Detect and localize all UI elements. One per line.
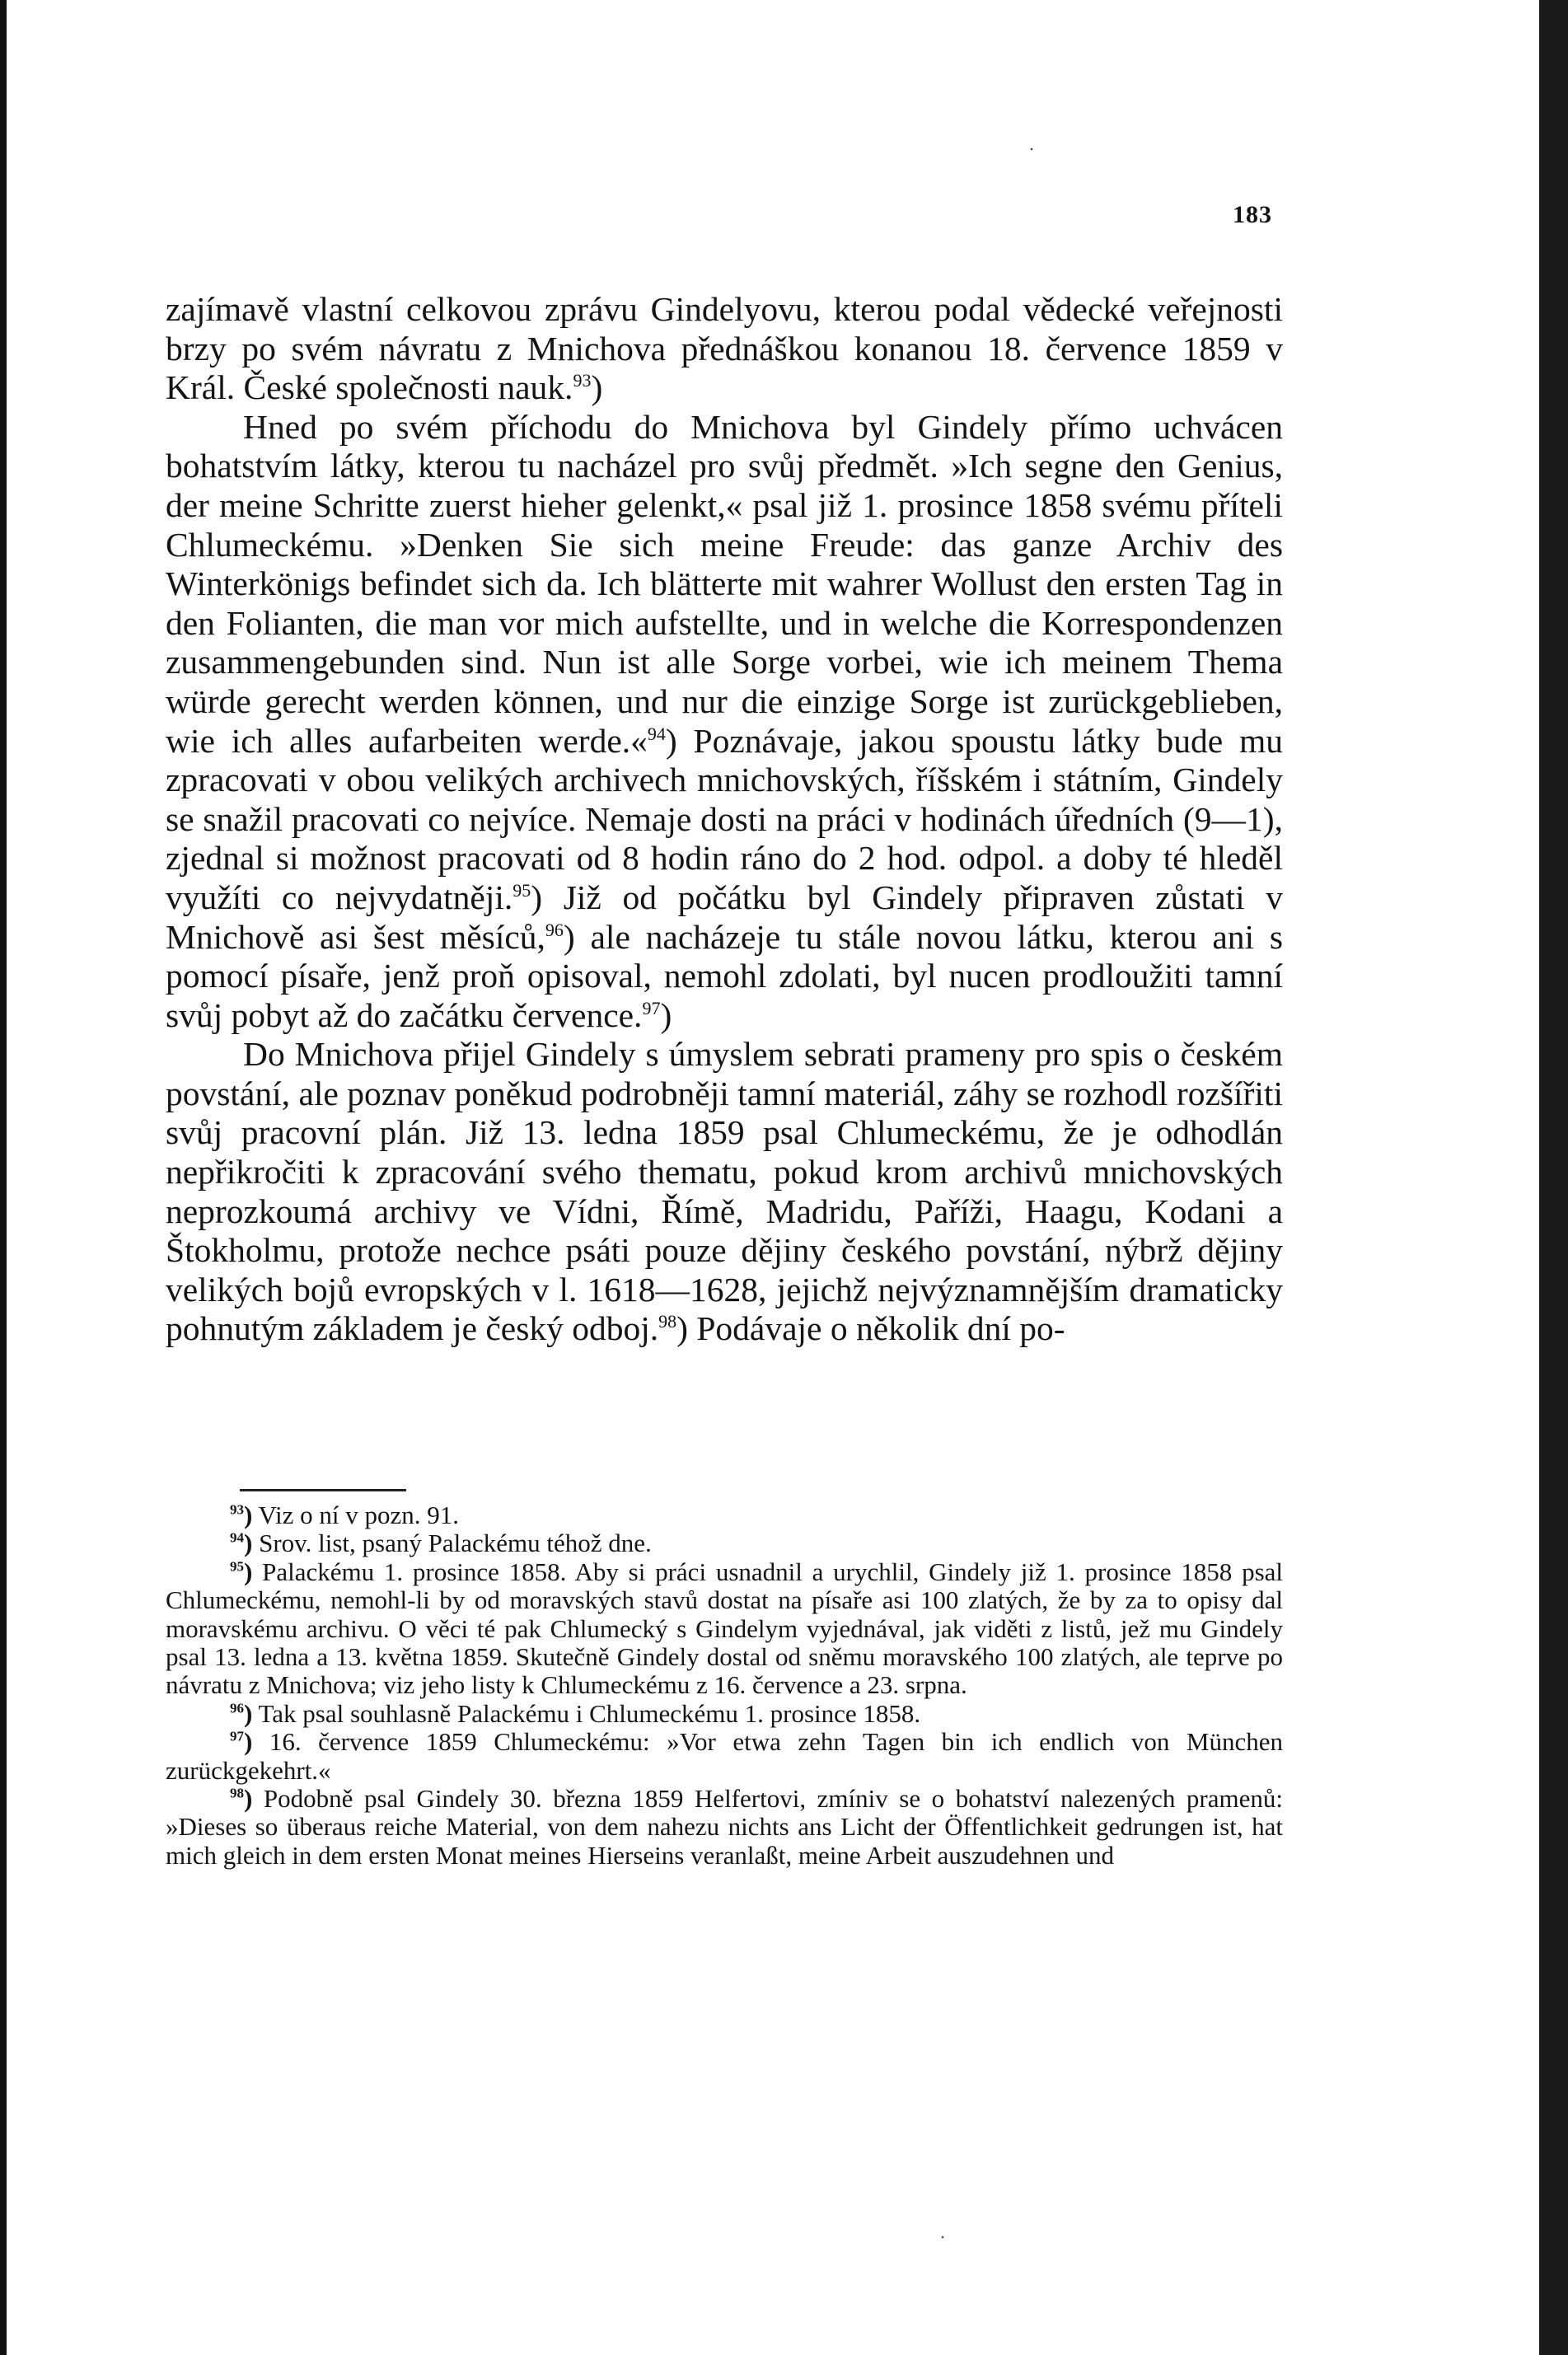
footnote-reference: 98 [658,1311,677,1332]
text-run: ) Poznávaje, jakou spoustu látky bude mu zpracovati v obou velikých archivech mnichovských, říšském i státním, Gindely se snažil pracovati co nejvíce. Nemaje dosti na práci v hodinách úředních (9—1), zjednal si možnost pracovati od 8 hodin ráno do 2 hod. odpol. a doby té hleděl využíti co nejvydatněji. [166,721,1283,916]
text-run: Do Mnichova přijel Gindely s úmyslem sebrati prameny pro spis o českém povstání, ale poznav poněkud podrobněji tamní materiál, záhy se rozhodl rozšířiti svůj pracovní plán. Již 13. ledna 1859 psal Chlumeckému, že je odhodlán nepřikročiti k zpracování svého thematu, pokud krom archivů mnichovských neprozkoumá archivy ve Vídni, Římě, Madridu, Paříži, Haagu, Kodani a Štokholmu, protože nechce psáti pouze dějiny českého povstání, nýbrž dějiny velikých bojů evropských v l. 1618—1628, jejichž nejvýznamnějším dramaticky pohnutým základem je český odboj. [166,1035,1283,1348]
footnote-reference: 97 [642,997,661,1018]
scan-speck: · [939,2227,946,2249]
text-run: ) Podávaje o několik dní po- [676,1309,1065,1348]
footnote-marker: $^{95}$) [230,1557,253,1586]
footnote-marker: $^{98}$) [230,1784,253,1814]
paragraph-3 [166,1035,1283,1349]
paragraph-2 [166,408,1283,1036]
scan-speck: · [1028,139,1035,161]
footnote-96 [166,1700,1283,1728]
footnote-marker: $^{93}$) [230,1501,253,1529]
main-text [166,290,1283,1349]
text-run: Hned po svém příchodu do Mnichova byl Gindely přímo uchvácen bohatstvím látky, kterou tu nacházel pro svůj předmět. »Ich segne den Genius, der meine Schritte zuerst hieher gelenkt,« psal již 1. prosince 1858 svému příteli Chlumeckému. »Denken Sie sich meine Freude: das ganze Archiv des Winterkönigs befindet sich da. Ich blätterte mit wahrer Wollust den ersten Tag in den Folianten, die man vor mich aufstellte, und in welche die Korrespondenzen zusammengebunden sind. Nun ist alle Sorge vorbei, wie ich meinem Thema würde gerecht werden können, und nur die einzige Sorge ist zurückgeblieben, wie ich alles aufarbeiten werde.« [166,407,1283,760]
book-page [7,0,1539,2355]
footnote-94 [166,1529,1283,1557]
footnote-text: Viz o ní v pozn. 91. [258,1501,460,1529]
footnote-97 [166,1728,1283,1785]
footnote-text: 16. července 1859 Chlumeckému: »Vor etwa zehn Tagen bin ich endlich von München zurückgekehrt.« [166,1727,1283,1785]
footnote-reference: 96 [545,919,564,940]
text-run: ) ale nacházeje tu stále novou látku, kterou ani s pomocí písaře, jenž proň opisoval, nemohl zdolati, byl nucen prodloužiti tamní svůj pobyt až do začátku července. [166,917,1284,1034]
footnote-marker: $^{94}$) [230,1529,253,1558]
footnote-text: Palackému 1. prosince 1858. Aby si práci usnadnil a urychlil, Gindely již 1. prosince 1858 psal Chlumeckému, nemohl-li by od moravských stavů dostat na písaře asi 100 zlatých, že by za to opisy dal moravskému archivu. O věci té pak Chlumecký s Gindelym vyjednával, jak viděti z listů, jež mu Gindely psal 13. ledna a 13. května 1859. Skutečně Gindely dostal od sněmu moravského 100 zlatých, ale teprve po návratu z Mnichova; viz jeho listy k Chlumeckému z 16. července a 23. srpna. [166,1557,1284,1700]
page-number: 183 [1233,201,1272,228]
footnote-95 [166,1558,1283,1700]
footnote-text: Srov. list, psaný Palackému téhož dne. [259,1529,652,1558]
footnote-marker: $^{96}$) [230,1698,253,1728]
text-run: ) Již od počátku byl Gindely připraven zůstati v Mnichově asi šest měsíců, [166,878,1284,956]
footnote-separator [240,1489,406,1491]
footnote-marker: $^{97}$) [230,1727,253,1757]
text-run: zajímavě vlastní celkovou zprávu Gindelyovu, kterou podal vědecké veřejnosti brzy po svém návratu z Mnichova přednáškou konanou 18. července 1859 v Král. České společnosti nauk. [166,290,1283,407]
scan-border [1539,0,1568,2355]
paragraph-1 [166,290,1283,408]
footnote-reference: 94 [647,723,666,744]
footnote-text: Podobně psal Gindely 30. března 1859 Helfertovi, zmíniv se o bohatství nalezených pramenů: »Dieses so überaus reiche Material, von dem nahezu nichts ans Licht der Öffentlichkeit gedrungen ist, hat mich gleich in dem ersten Monat meines Hierseins veranlaßt, meine Arbeit auszudehnen und [166,1784,1283,1870]
footnote-reference: 93 [573,370,592,391]
footnote-93 [166,1501,1283,1529]
text-run: ) [660,995,672,1034]
footnotes [166,1501,1283,1870]
text-run: ) [591,368,603,407]
footnote-reference: 95 [513,880,531,901]
footnote-98 [166,1785,1283,1870]
footnote-text: Tak psal souhlasně Palackému i Chlumeckému 1. prosince 1858. [258,1698,921,1728]
